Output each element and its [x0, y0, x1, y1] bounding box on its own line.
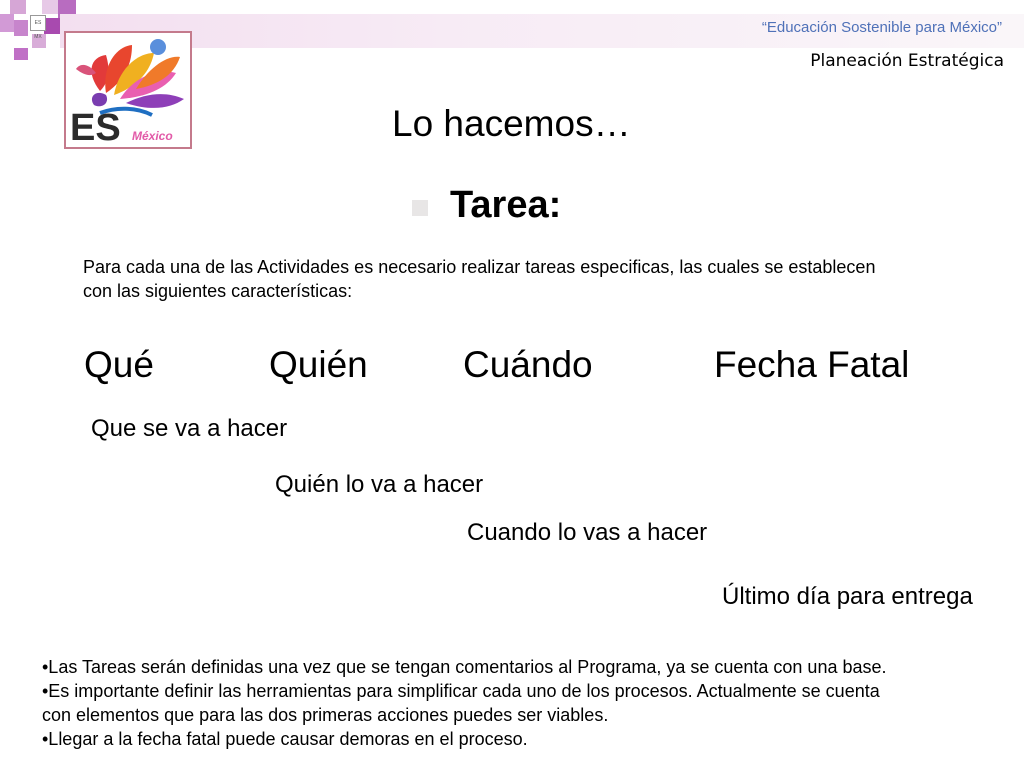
intro-line: con las siguientes características: [83, 281, 353, 301]
note-line: •Las Tareas serán definidas una vez que se tengan comentarios al Programa, ya se cuenta con una base. [42, 657, 887, 677]
column-quien: Quién [269, 344, 368, 385]
slide-title: Lo hacemos… [392, 103, 631, 144]
column-que: Qué [84, 344, 154, 385]
desc-fecha: Último día para entrega [722, 583, 973, 610]
desc-cuando: Cuando lo vas a hacer [467, 519, 708, 546]
column-cuando: Cuándo [463, 344, 593, 385]
header-tagline: “Educación Sostenible para México” [761, 19, 1002, 36]
bullet-heading: Tarea: [450, 184, 562, 226]
column-fecha-fatal: Fecha Fatal [714, 344, 910, 385]
notes-block [42, 655, 1002, 751]
logo-letters: ES [70, 107, 121, 149]
section-title: Planeación Estratégica [810, 51, 1004, 71]
note-line: con elementos que para las dos primeras acciones puedes ser viables. [42, 705, 609, 725]
note-line: •Llegar a la fecha fatal puede causar demoras en el proceso. [42, 729, 528, 749]
bullet-square-icon [412, 200, 428, 216]
desc-quien: Quién lo va a hacer [275, 471, 484, 498]
es-mexico-logo [64, 31, 192, 149]
note-line: •Es importante definir las herramientas para simplificar cada uno de los procesos. Actualmente se cuenta [42, 681, 880, 701]
small-logo-icon: ES MX [30, 15, 46, 31]
logo-country: México [132, 129, 173, 143]
desc-que: Que se va a hacer [91, 415, 288, 442]
intro-line: Para cada una de las Actividades es necesario realizar tareas especificas, las cuales se establecen [83, 257, 876, 277]
intro-paragraph [83, 255, 983, 303]
